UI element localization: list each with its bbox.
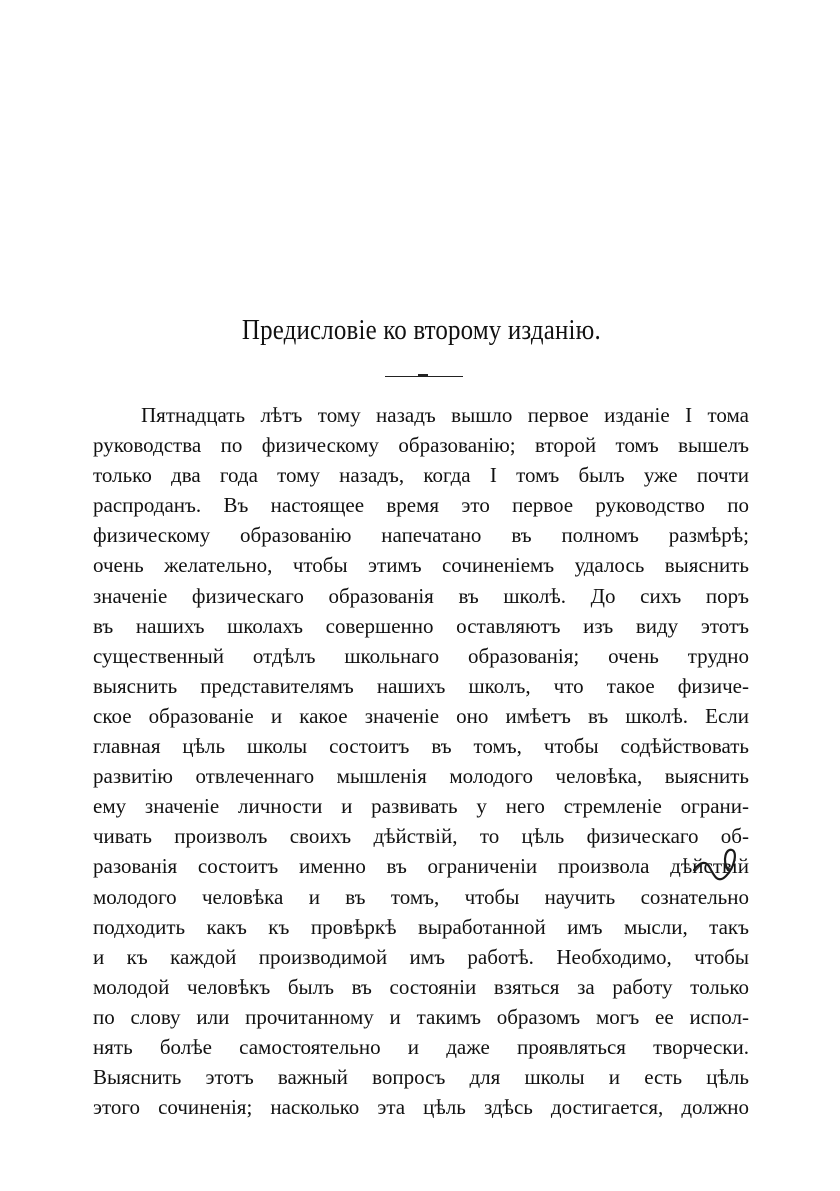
text-line: чивать произволъ своихъ дѣйствій, то цѣль физическаго об- [93,824,749,849]
text-line: значеніе физическаго образованія въ школѣ. До сихъ поръ [93,583,749,608]
text-line: Пятнадцать лѣтъ тому назадъ вышло первое изданіе I тома [141,403,749,427]
text-line: распроданъ. Въ настоящее время это первое руководство по [93,493,749,518]
text-line: молодого человѣка и въ томъ, чтобы научить сознательно [93,884,749,909]
text-line: въ нашихъ школахъ совершенно оставляютъ изъ виду этотъ [93,613,749,638]
text-line: только два года тому назадъ, когда I томъ былъ уже почти [93,463,749,488]
text-line: ское образованіе и какое значеніе оно имѣетъ въ школѣ. Если [93,703,749,728]
text-line: существенный отдѣлъ школьнаго образованія; очень трудно [93,643,749,668]
title-divider-ornament [418,374,428,377]
text-line: очень желательно, чтобы этимъ сочиненіемъ удалось выяснить [93,553,749,578]
text-line: ему значеніе личности и развивать у него стремленіе ограни- [93,794,749,819]
text-line: по слову или прочитанному и такимъ образомъ могъ ее испол- [93,1004,749,1029]
text-line: выяснить представителямъ нашихъ школъ, что такое физиче- [93,673,749,698]
text-line: и къ каждой производимой имъ работѣ. Необходимо, чтобы [93,944,749,969]
text-line: нять болѣе самостоятельно и даже проявляться творчески. [93,1034,749,1059]
text-line: развитію отвлеченнаго мышленія молодого человѣка, выяснить [93,764,749,789]
page-title: Предисловіе ко второму изданію. [241,314,601,346]
text-line: Выяснить этотъ важный вопросъ для школы и есть цѣль [93,1065,749,1090]
handwritten-mark-icon [688,840,748,890]
text-line: этого сочиненія; насколько эта цѣль здѣсь достигается, должно [93,1095,749,1120]
body-text [93,400,749,1122]
text-line: молодой человѣкъ былъ въ состояніи взяться за работу только [93,974,749,999]
text-line: подходить какъ къ провѣркѣ выработанной имъ мысли, такъ [93,914,749,939]
text-line: главная цѣль школы состоитъ въ томъ, чтобы содѣйствовать [93,734,749,759]
text-line: физическому образованію напечатано въ полномъ размѣрѣ; [93,523,749,548]
text-line: руководства по физическому образованію; второй томъ вышелъ [93,433,749,458]
text-line: разованія состоитъ именно въ ограниченіи произвола дѣйствій [93,854,749,879]
